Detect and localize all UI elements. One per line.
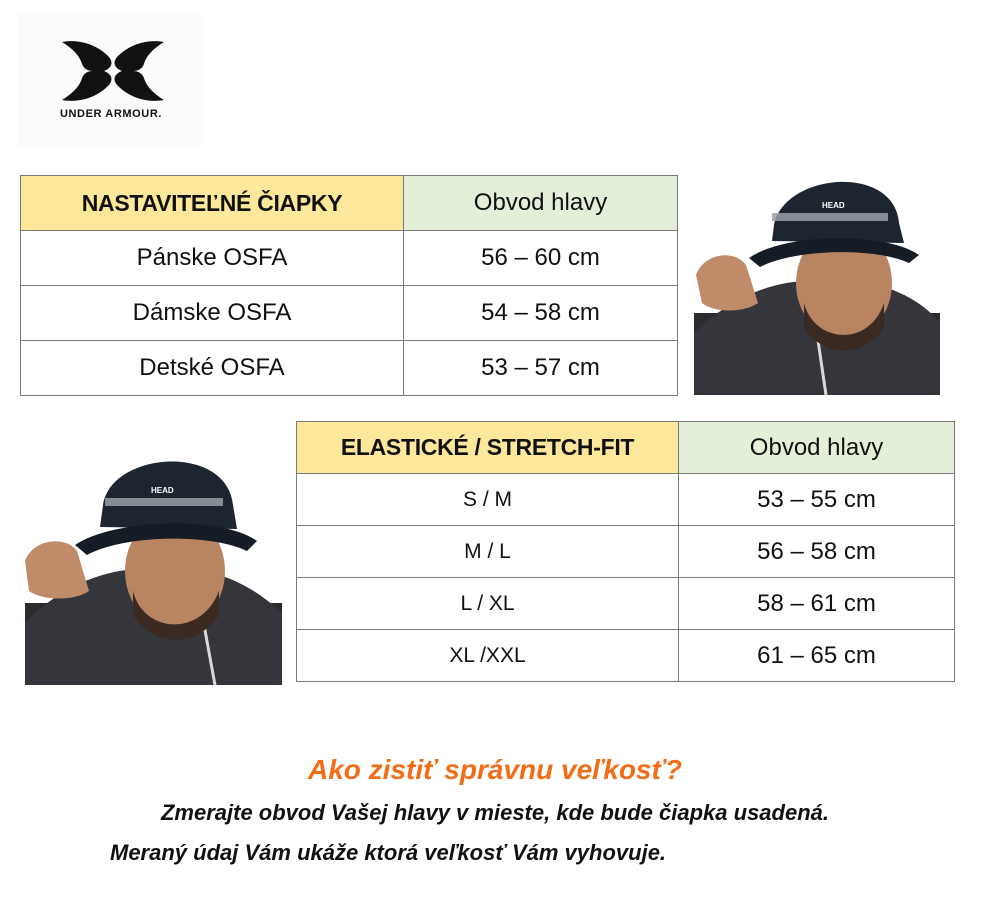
table-row — [21, 341, 678, 396]
size-cell: Dámske OSFA — [21, 286, 404, 341]
adjustable-caps-size-table — [20, 175, 678, 396]
table-header-row — [297, 422, 955, 474]
model-photo-adjustable-cap — [694, 163, 940, 395]
under-armour-logo-icon — [58, 36, 168, 106]
range-cell: 58 – 61 cm — [679, 578, 955, 630]
brand-name: UNDER ARMOUR. — [59, 108, 163, 120]
table-row — [297, 630, 955, 682]
table-row — [21, 231, 678, 286]
guide-instruction-line-2: Meraný údaj Vám ukáže ktorá veľkosť Vám vyhovuje. — [110, 840, 667, 865]
guide-question: Ako zistiť správnu veľkosť? — [307, 754, 683, 785]
range-cell: 56 – 60 cm — [404, 231, 678, 286]
header-cap-type: NASTAVITEĽNÉ ČIAPKY — [21, 176, 404, 231]
guide-instruction-line-1: Zmerajte obvod Vašej hlavy v mieste, kde bude čiapka usadená. — [160, 800, 829, 825]
size-cell: Detské OSFA — [21, 341, 404, 396]
header-head-circumference: Obvod hlavy — [404, 176, 678, 231]
size-cell: Pánske OSFA — [21, 231, 404, 286]
head-label: HEAD — [151, 486, 174, 495]
size-cell: M / L — [297, 526, 679, 578]
range-cell: 53 – 57 cm — [404, 341, 678, 396]
range-cell: 53 – 55 cm — [679, 474, 955, 526]
header-head-circumference: Obvod hlavy — [679, 422, 955, 474]
brand-logo — [18, 14, 204, 146]
table-row — [297, 474, 955, 526]
range-cell: 54 – 58 cm — [404, 286, 678, 341]
size-cell: S / M — [297, 474, 679, 526]
model-photo-stretch-cap — [25, 443, 282, 685]
head-label: HEAD — [822, 201, 845, 210]
range-cell: 56 – 58 cm — [679, 526, 955, 578]
table-row — [21, 286, 678, 341]
table-header-row — [21, 176, 678, 231]
table-row — [297, 578, 955, 630]
header-cap-type: ELASTICKÉ / STRETCH-FIT — [297, 422, 679, 474]
table-row — [297, 526, 955, 578]
size-cell: L / XL — [297, 578, 679, 630]
stretch-fit-size-table — [296, 421, 955, 682]
size-cell: XL /XXL — [297, 630, 679, 682]
range-cell: 61 – 65 cm — [679, 630, 955, 682]
